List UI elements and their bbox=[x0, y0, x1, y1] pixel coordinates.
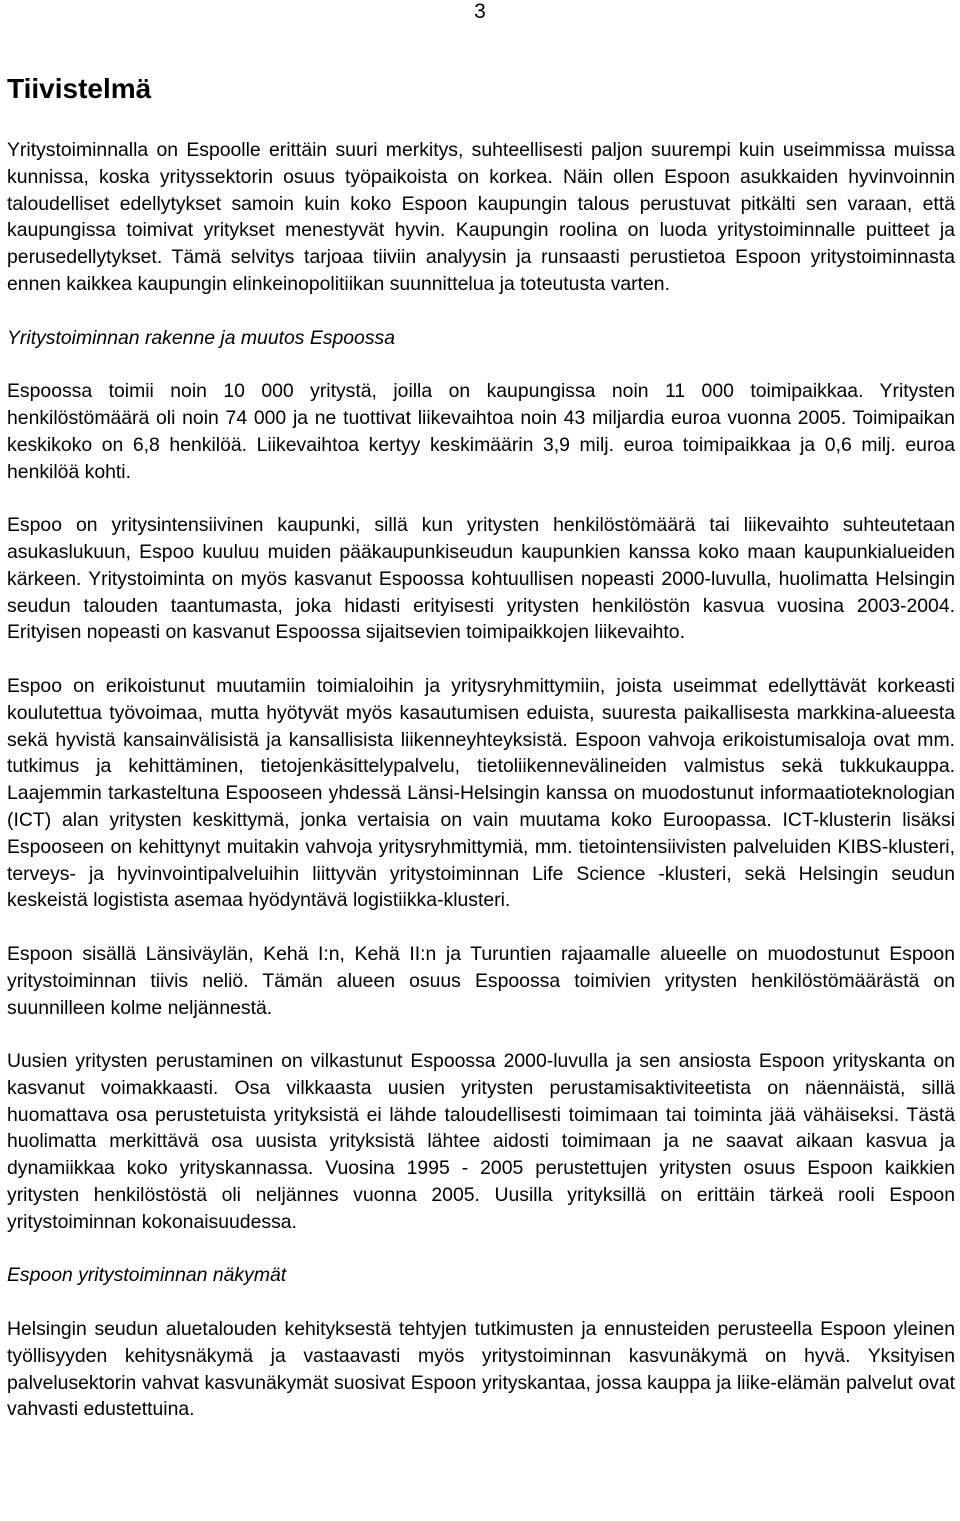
paragraph-business-square: Espoon sisällä Länsiväylän, Kehä I:n, Kehä II:n ja Turuntien rajaamalle alueelle on muodostunut Espoon yritystoiminnan tiivis neliö. Tämän alueen osuus Espoossa toimivien yritysten henkilöstömäärästä on suunnilleen kolme neljännestä. bbox=[7, 942, 955, 1019]
paragraph-business-count: Espoossa toimii noin 10 000 yritystä, joilla on kaupungissa noin 11 000 toimipaikkaa. Yritysten henkilöstömäärä oli noin 74 000 ja ne tuottivat liikevaihtoa noin 43 miljardia euroa vuonna 2005. Toimipaikan keskikoko on 6,8 henkilöä. Liikevaihtoa kertyy keskimäärin 3,9 milj. euroa toimipaikkaa ja 0,6 milj. euroa henkilöä kohti. bbox=[7, 380, 955, 483]
document-body bbox=[7, 137, 955, 1423]
section-heading-structure: Yritystoiminnan rakenne ja muutos Espoossa bbox=[7, 326, 396, 349]
paragraph-outlook: Helsingin seudun aluetalouden kehityksestä tehtyjen tutkimusten ja ennusteiden perusteella Espoon yleinen työllisyyden kehitysnäkymä ja vastaavasti myös yritystoiminnan kasvunäkymä on hyvä. Yksityisen palvelusektorin vahvat kasvunäkymät suosivat Espoon yrityskantaa, jossa kauppa ja liike-elämän palvelut ovat vahvasti edustettuina. bbox=[7, 1318, 955, 1421]
paragraph-business-intensity: Espoo on yritysintensiivinen kaupunki, sillä kun yritysten henkilöstömäärä tai liikevaihto suhteutetaan asukaslukuun, Espoo kuuluu muiden pääkaupunkiseudun kaupunkien kanssa koko maan kaupunkialueiden kärkeen. Yritystoiminta on myös kasvanut Espoossa kohtuullisen nopeasti 2000-luvulla, huolimatta Helsingin seudun talouden taantumasta, joka hidasti erityisesti yritysten henkilöstön kasvua vuosina 2003-2004. Erityisen nopeasti on kasvanut Espoossa sijaitsevien toimipaikkojen liikevaihto. bbox=[7, 514, 955, 644]
paragraph-specialization: Espoo on erikoistunut muutamiin toimialoihin ja yritysryhmittymiin, joista useimmat edellyttävät korkeasti koulutettua työvoimaa, mutta hyötyvät myös kasautumisen eduista, suuresta paikallisesta markkina-alueesta sekä hyvistä kansainvälisistä ja kansallisista liikenneyhteyksistä. Espoon vahvoja erikoistumisaloja ovat mm. tutkimus ja kehittäminen, tietojenkäsittelypalvelu, tietoliikennevälineiden valmistus sekä tukkukauppa. Laajemmin tarkasteltuna Espooseen yhdessä Länsi-Helsingin kanssa on muodostunut informaatioteknologian (ICT) alan yritysten keskittymä, jonka vertaisia on vain muutama koko Euroopassa. ICT-klusterin lisäksi Espooseen on kehittynyt muitakin vahvoja yritysryhmittymiä, mm. tietointensiivisten palveluiden KIBS-klusteri, terveys- ja hyvinvointipalveluihin liittyvän yritystoiminnan Life Science -klusteri, sekä Helsingin seudun keskeistä logistista asemaa hyödyntävä logistiikka-klusteri. bbox=[7, 674, 955, 912]
paragraph-new-businesses: Uusien yritysten perustaminen on vilkastunut Espoossa 2000-luvulla ja sen ansiosta Espoon yrityskanta on kasvanut voimakkaasti. Osa vilkkaasta uusien yritysten perustamisaktiviteetista on näennäistä, sillä huomattava osa perustetuista yrityksistä ei lähde taloudellisesti toimimaan tai toiminta jää vähäiseksi. Tästä huolimatta merkittävä osa uusista yrityksistä lähtee aidosti toimimaan ja ne saavat aikaan kasvua ja dynamiikkaa koko yrityskannassa. Vuosina 1995 - 2005 perustettujen yritysten osuus Espoon kaikkien yritysten henkilöstöstä oli neljännes vuonna 2005. Uusilla yrityksillä on erittäin tärkeä rooli Espoon yritystoiminnan kokonaisuudessa. bbox=[7, 1050, 955, 1233]
page-number: 3 bbox=[474, 0, 486, 23]
intro-paragraph: Yritystoiminnalla on Espoolle erittäin suuri merkitys, suhteellisesti paljon suurempi kuin useimmissa muissa kunnissa, koska yrityssektorin osuus työpaikoista on korkea. Näin ollen Espoon asukkaiden hyvinvoinnin taloudelliset edellytykset samoin kuin koko Espoon kaupungin talous perustuvat pitkälti sen varaan, että kaupungissa toimivat yritykset menestyvät hyvin. Kaupungin roolina on luoda yritystoiminnalle puitteet ja perusedellytykset. Tämä selvitys tarjoaa tiiviin analyysin ja runsaasti perustietoa Espoon yritystoiminnasta ennen kaikkea kaupungin elinkeinopolitiikan suunnittelua ja toteutusta varten. bbox=[7, 139, 955, 295]
document-title: Tiivistelmä bbox=[7, 73, 152, 104]
section-heading-outlook: Espoon yritystoiminnan näkymät bbox=[7, 1264, 287, 1287]
